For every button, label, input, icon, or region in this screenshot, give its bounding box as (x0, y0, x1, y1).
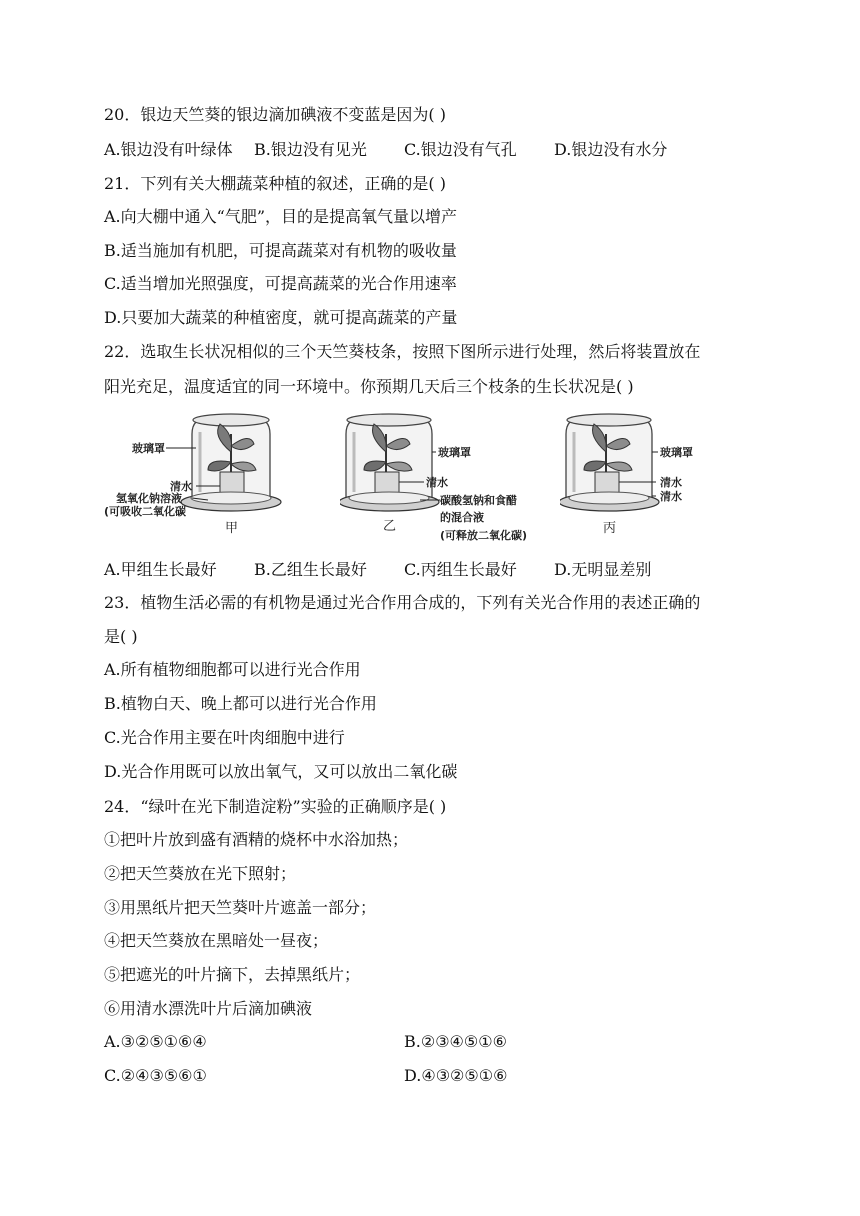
q24-option-c: C.②④③⑤⑥① (104, 1066, 207, 1085)
q24-step-3: ③用黑纸片把天竺葵叶片遮盖一部分； (104, 898, 377, 917)
q20-option-c: C.银边没有气孔 (404, 140, 517, 159)
q22-stem-line2: 阳光充足，温度适宜的同一环境中。你预期几天后三个枝条的生长状况是( ) (104, 377, 634, 396)
yi-note-label: (可释放二氧化碳) (440, 529, 528, 542)
q24-option-d: D.④③②⑤①⑥ (404, 1066, 508, 1085)
q23-option-a: A.所有植物细胞都可以进行光合作用 (104, 660, 361, 679)
yi-caption: 乙 (383, 519, 397, 534)
yi-solution-line1: 碳酸氢钠和食醋 (440, 494, 517, 507)
jia-water-label: 清水 (170, 480, 192, 493)
q22-option-d: D.无明显差别 (554, 560, 652, 579)
q22-option-a: A.甲组生长最好 (104, 560, 217, 579)
q24-option-a: A.③②⑤①⑥④ (104, 1032, 207, 1051)
q23-stem-line1: 23．植物生活必需的有机物是通过光合作用合成的，下列有关光合作用的表述正确的 (104, 593, 701, 612)
yi-water-label: 清水 (426, 476, 448, 489)
jia-solution-label: 氢氧化钠溶液 (116, 492, 182, 505)
q24-step-2: ②把天竺葵放在光下照射； (104, 864, 297, 883)
q21-option-d: D.只要加大蔬菜的种植密度，就可提高蔬菜的产量 (104, 308, 458, 327)
q22-option-c: C.丙组生长最好 (404, 560, 517, 579)
q24-step-6: ⑥用清水漂洗叶片后滴加碘液 (104, 999, 313, 1018)
q21-option-b: B.适当施加有机肥，可提高蔬菜对有机物的吸收量 (104, 241, 457, 260)
figure-yi (340, 412, 555, 550)
q20-stem: 20．银边天竺葵的银边滴加碘液不变蓝是因为( ) (104, 105, 446, 124)
q23-option-c: C.光合作用主要在叶肉细胞中进行 (104, 728, 345, 747)
q24-step-1: ①把叶片放到盛有酒精的烧杯中水浴加热； (104, 830, 409, 849)
figure-bing (560, 412, 710, 550)
q21-option-a: A.向大棚中通入“气肥”，目的是提高氧气量以增产 (104, 207, 458, 226)
q20-option-a: A.银边没有叶绿体 (104, 140, 233, 159)
q20-option-d: D.银边没有水分 (554, 140, 668, 159)
q20-option-b: B.银边没有见光 (254, 140, 367, 159)
q24-step-4: ④把天竺葵放在黑暗处一昼夜； (104, 931, 329, 950)
q22-option-b: B.乙组生长最好 (254, 560, 367, 579)
bing-water1-label: 清水 (660, 476, 682, 489)
q21-stem: 21．下列有关大棚蔬菜种植的叙述，正确的是( ) (104, 174, 446, 193)
q23-option-d: D.光合作用既可以放出氧气，又可以放出二氧化碳 (104, 762, 458, 781)
jia-glass-label: 玻璃罩 (132, 442, 165, 455)
q23-option-b: B.植物白天、晚上都可以进行光合作用 (104, 694, 377, 713)
q24-step-5: ⑤把遮光的叶片摘下，去掉黑纸片； (104, 965, 361, 984)
q23-stem-line2: 是( ) (104, 627, 138, 646)
q24-stem: 24．“绿叶在光下制造淀粉”实验的正确顺序是( ) (104, 797, 447, 816)
bing-caption: 丙 (603, 521, 617, 536)
jia-caption: 甲 (225, 521, 239, 536)
q24-option-b: B.②③④⑤①⑥ (404, 1032, 507, 1051)
bing-glass-label: 玻璃罩 (660, 446, 693, 459)
jia-note-label: (可吸收二氧化碳 (104, 505, 187, 518)
bing-water2-label: 清水 (660, 490, 682, 503)
figure-jia (104, 412, 304, 550)
yi-glass-label: 玻璃罩 (438, 446, 471, 459)
q22-stem-line1: 22．选取生长状况相似的三个天竺葵枝条，按照下图所示进行处理，然后将装置放在 (104, 342, 701, 361)
q21-option-c: C.适当增加光照强度，可提高蔬菜的光合作用速率 (104, 274, 457, 293)
yi-solution-line2: 的混合液 (440, 511, 484, 524)
